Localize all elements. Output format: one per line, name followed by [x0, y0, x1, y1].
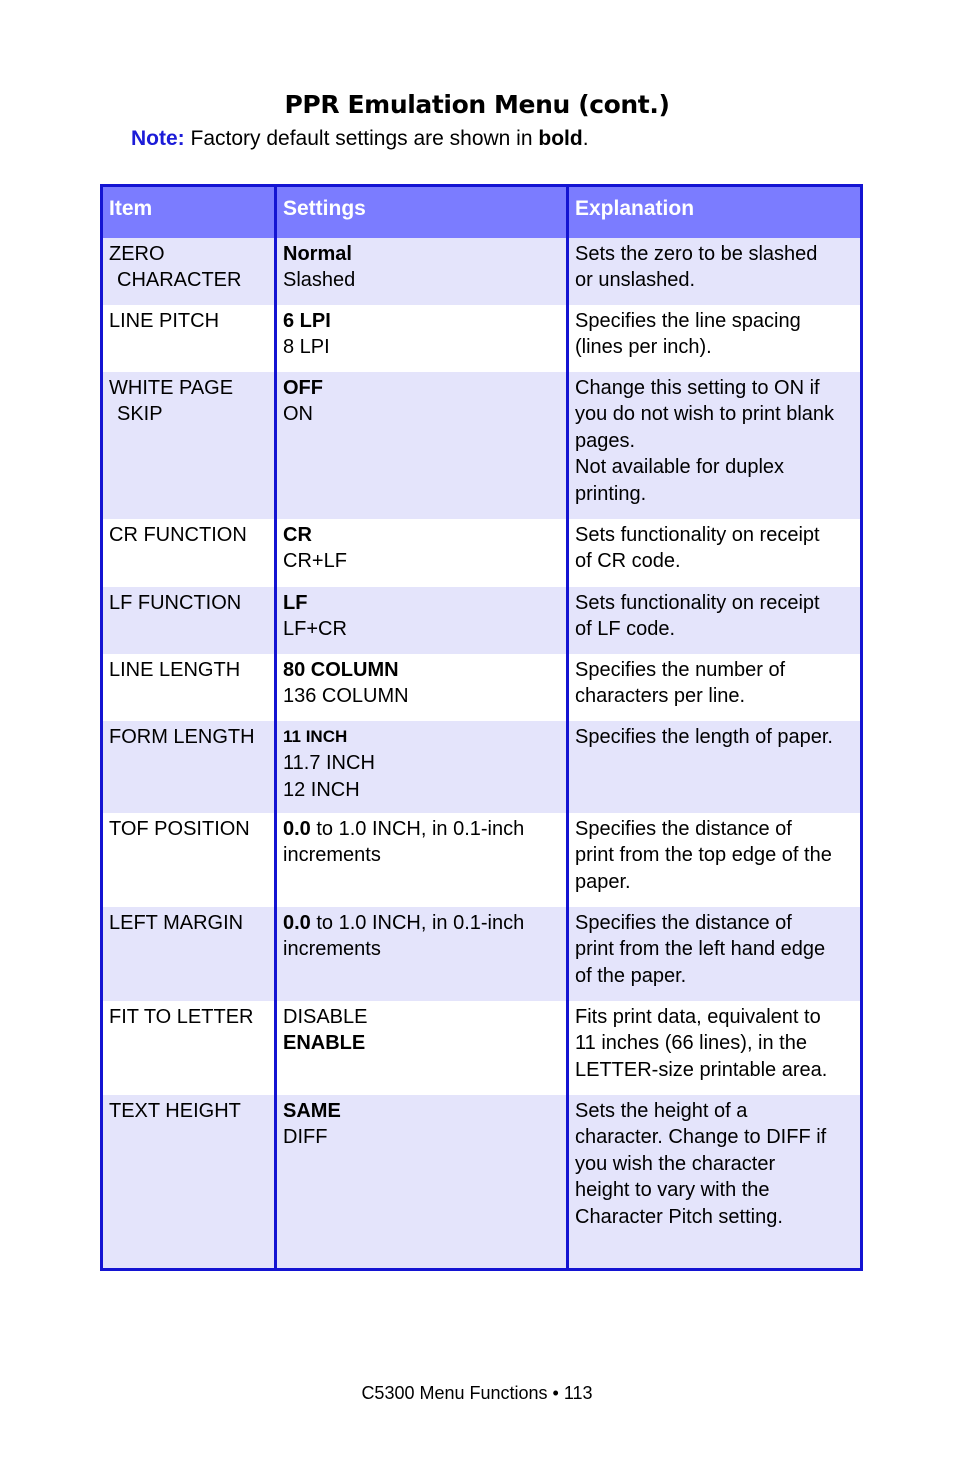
- header-item: Item: [102, 186, 276, 238]
- page-footer: C5300 Menu Functions • 113: [361, 1383, 593, 1403]
- setting-value: LF: [283, 591, 308, 614]
- explanation-text: (lines per inch).: [575, 336, 712, 358]
- explanation-text: print from the left hand edge: [575, 938, 826, 960]
- table-row: [102, 372, 862, 519]
- table-header-row: [102, 186, 862, 238]
- setting-value: CR+LF: [283, 550, 347, 572]
- settings-cell: [276, 1001, 568, 1095]
- item-text: CHARACTER: [117, 269, 242, 291]
- table-row: [102, 587, 862, 654]
- settings-cell: [276, 721, 568, 813]
- setting-range-text: to 1.0 INCH, in 0.1-inch: [310, 911, 525, 934]
- explanation-text: printing.: [575, 482, 647, 505]
- explanation-text: or unslashed.: [575, 269, 696, 291]
- explanation-text: Specifies the number of: [575, 658, 786, 681]
- table-row: [102, 519, 862, 587]
- item-cell: [102, 907, 276, 1001]
- item-cell: [102, 519, 276, 587]
- setting-value: 80 COLUMN: [283, 658, 399, 681]
- page-title: PPR Emulation Menu (cont.): [284, 90, 670, 119]
- item-cell: [102, 587, 276, 654]
- item-text: FIT TO LETTER: [109, 1005, 254, 1028]
- explanation-text: paper.: [575, 870, 631, 893]
- note-period: .: [582, 127, 589, 150]
- note-line: [131, 127, 589, 151]
- setting-value: [283, 910, 566, 937]
- item-cell: [102, 1001, 276, 1095]
- explanation-text: print from the top edge of the: [575, 844, 832, 866]
- setting-value: 11 INCH: [283, 726, 348, 746]
- header-explanation: Explanation: [568, 186, 862, 238]
- table-row: [102, 907, 862, 1001]
- explanation-text: Specifies the distance of: [575, 817, 792, 840]
- setting-value: DIFF: [283, 1126, 328, 1148]
- explanation-text: Sets the height of a: [575, 1099, 748, 1122]
- item-text: WHITE PAGE: [109, 376, 234, 399]
- note-label: Note:: [131, 127, 185, 150]
- settings-cell: [276, 587, 568, 654]
- explanation-text: Sets functionality on receipt: [575, 591, 820, 614]
- default-value: 0.0: [283, 817, 311, 840]
- explanation-cell: [568, 1001, 862, 1095]
- item-cell: [102, 1095, 276, 1270]
- explanation-cell: [568, 721, 862, 813]
- item-cell: [102, 654, 276, 721]
- item-cell: [102, 305, 276, 372]
- item-text: FORM LENGTH: [109, 725, 255, 748]
- explanation-text: of LF code.: [575, 618, 676, 640]
- setting-range-text: to 1.0 INCH, in 0.1-inch: [310, 817, 525, 840]
- settings-cell: [276, 305, 568, 372]
- settings-cell: [276, 813, 568, 907]
- item-text: TEXT HEIGHT: [109, 1099, 241, 1122]
- item-text: LEFT MARGIN: [109, 911, 244, 934]
- item-cell: [102, 813, 276, 907]
- setting-value: increments: [283, 844, 381, 866]
- table-row: [102, 1001, 862, 1095]
- settings-cell: [276, 1095, 568, 1270]
- header-settings: Settings: [276, 186, 568, 238]
- explanation-text: Character Pitch setting.: [575, 1205, 783, 1228]
- explanation-text: Not available for duplex: [575, 456, 785, 478]
- setting-value: 136 COLUMN: [283, 685, 409, 707]
- settings-cell: [276, 654, 568, 721]
- item-text: CR FUNCTION: [109, 523, 247, 546]
- setting-value: 11.7 INCH: [283, 752, 375, 774]
- setting-value: 6 LPI: [283, 309, 331, 332]
- settings-cell: [276, 372, 568, 519]
- item-text: SKIP: [117, 403, 163, 425]
- explanation-cell: [568, 372, 862, 519]
- item-text: LF FUNCTION: [109, 591, 242, 614]
- item-text: LINE LENGTH: [109, 658, 241, 681]
- table-row: [102, 1095, 862, 1270]
- setting-value: ENABLE: [283, 1032, 366, 1054]
- setting-value: OFF: [283, 376, 323, 399]
- item-text: LINE PITCH: [109, 309, 220, 332]
- explanation-text: Specifies the distance of: [575, 911, 792, 934]
- explanation-text: Sets the zero to be slashed: [575, 242, 818, 265]
- explanation-cell: [568, 1095, 862, 1270]
- explanation-text: LETTER-size printable area.: [575, 1058, 828, 1081]
- explanation-text: pages.: [575, 429, 636, 452]
- explanation-text: 11 inches (66 lines), in the: [575, 1032, 807, 1054]
- note-bold-word: bold: [538, 127, 583, 150]
- setting-value: CR: [283, 523, 312, 546]
- default-value: 0.0: [283, 911, 311, 934]
- setting-value: ON: [283, 403, 313, 425]
- table-row: [102, 813, 862, 907]
- explanation-cell: [568, 813, 862, 907]
- explanation-text: you wish the character: [575, 1152, 776, 1175]
- setting-value: 12 INCH: [283, 778, 360, 801]
- setting-value: [283, 816, 566, 843]
- note-text: Factory default settings are shown in: [190, 127, 533, 150]
- explanation-cell: [568, 654, 862, 721]
- settings-cell: [276, 519, 568, 587]
- table-body: [102, 238, 862, 1270]
- table-row: [102, 654, 862, 721]
- explanation-text: height to vary with the: [575, 1179, 770, 1201]
- explanation-cell: [568, 238, 862, 305]
- explanation-text: Specifies the line spacing: [575, 309, 801, 332]
- setting-value: Normal: [283, 242, 352, 265]
- table-row: [102, 305, 862, 372]
- settings-cell: [276, 907, 568, 1001]
- explanation-text: character. Change to DIFF if: [575, 1126, 827, 1148]
- setting-value: LF+CR: [283, 618, 347, 640]
- explanation-text: Sets functionality on receipt: [575, 523, 820, 546]
- explanation-cell: [568, 907, 862, 1001]
- explanation-text: you do not wish to print blank: [575, 403, 835, 425]
- item-text: TOF POSITION: [109, 817, 250, 840]
- explanation-cell: [568, 305, 862, 372]
- explanation-text: Fits print data, equivalent to: [575, 1005, 821, 1028]
- item-cell: [102, 238, 276, 305]
- item-cell: [102, 372, 276, 519]
- setting-value: Slashed: [283, 269, 356, 291]
- item-cell: [102, 721, 276, 813]
- menu-table: [100, 184, 863, 1271]
- explanation-text: of CR code.: [575, 550, 681, 572]
- explanation-cell: [568, 587, 862, 654]
- explanation-cell: [568, 519, 862, 587]
- item-text: ZERO: [109, 242, 165, 265]
- setting-value: DISABLE: [283, 1005, 368, 1028]
- settings-cell: [276, 238, 568, 305]
- setting-value: 8 LPI: [283, 336, 330, 358]
- explanation-text: Change this setting to ON if: [575, 376, 820, 399]
- table-row: [102, 238, 862, 305]
- explanation-text: of the paper.: [575, 964, 687, 987]
- setting-value: increments: [283, 938, 381, 960]
- explanation-text: characters per line.: [575, 685, 746, 707]
- setting-value: SAME: [283, 1099, 341, 1122]
- explanation-text: Specifies the length of paper.: [575, 725, 833, 748]
- table-row: [102, 721, 862, 813]
